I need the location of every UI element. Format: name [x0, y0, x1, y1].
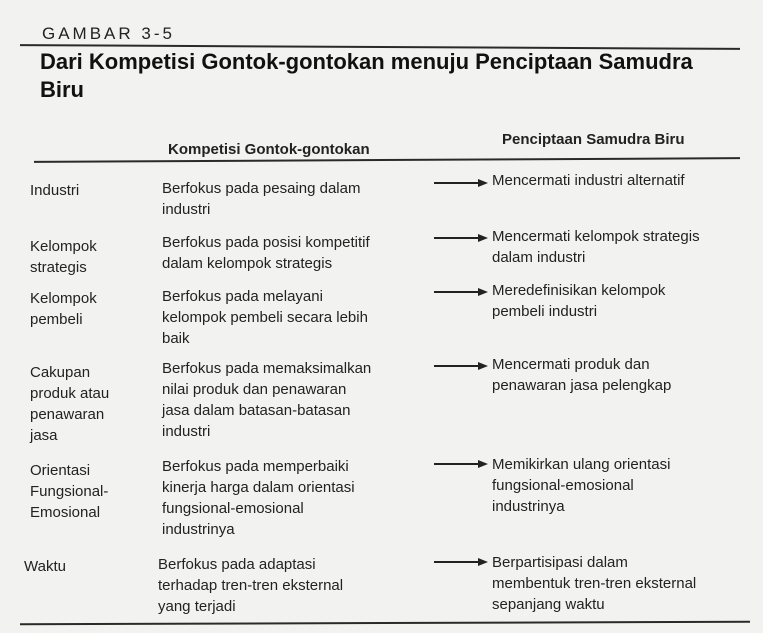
- row-red-ocean: Berfokus pada memperbaiki kinerja harga dalam orientasi fungsional-emosional industrinya: [162, 458, 355, 538]
- header-rule: [34, 157, 740, 163]
- row-red-ocean: Berfokus pada posisi kompetitif dalam kelompok strategis: [162, 234, 370, 272]
- row-dimension: Industri: [30, 182, 80, 199]
- row-blue-ocean: Meredefinisikan kelompok pembeli industri: [492, 282, 666, 320]
- row-blue-ocean: Mencermati kelompok strategis dalam industri: [492, 228, 700, 266]
- right-arrow-icon: [434, 178, 488, 188]
- figure-label: GAMBAR 3-5: [42, 24, 175, 43]
- right-arrow-icon: [434, 361, 488, 371]
- right-arrow-icon: [434, 233, 488, 243]
- row-blue-ocean: Mencermati industri alternatif: [492, 172, 685, 189]
- row-dimension: Waktu: [24, 558, 66, 575]
- column-header-red-ocean: Kompetisi Gontok-gontokan: [168, 141, 370, 158]
- right-arrow-icon: [434, 557, 488, 567]
- right-arrow-icon: [434, 287, 488, 297]
- row-red-ocean: Berfokus pada pesaing dalam industri: [162, 180, 361, 218]
- row-red-ocean: Berfokus pada memaksimalkan nilai produk dan penawaran jasa dalam batasan-batasan industri: [162, 360, 372, 440]
- row-blue-ocean: Berpartisipasi dalam membentuk tren-tren eksternal sepanjang waktu: [492, 554, 697, 613]
- column-header-blue-ocean: Penciptaan Samudra Biru: [502, 131, 685, 148]
- row-red-ocean: Berfokus pada adaptasi terhadap tren-tren eksternal yang terjadi: [158, 556, 344, 615]
- right-arrow-icon: [434, 459, 488, 469]
- row-dimension: Orientasi Fungsional- Emosional: [30, 462, 109, 521]
- row-dimension: Kelompok strategis: [30, 238, 97, 276]
- row-blue-ocean: Memikirkan ulang orientasi fungsional-emosional industrinya: [492, 456, 671, 515]
- figure-title: Dari Kompetisi Gontok-gontokan menuju Penciptaan Samudra Biru: [40, 49, 693, 102]
- row-dimension: Cakupan produk atau penawaran jasa: [30, 364, 110, 444]
- row-blue-ocean: Mencermati produk dan penawaran jasa pelengkap: [492, 356, 672, 394]
- row-dimension: Kelompok pembeli: [30, 290, 97, 328]
- row-red-ocean: Berfokus pada melayani kelompok pembeli secara lebih baik: [162, 288, 368, 347]
- bottom-rule: [20, 621, 750, 626]
